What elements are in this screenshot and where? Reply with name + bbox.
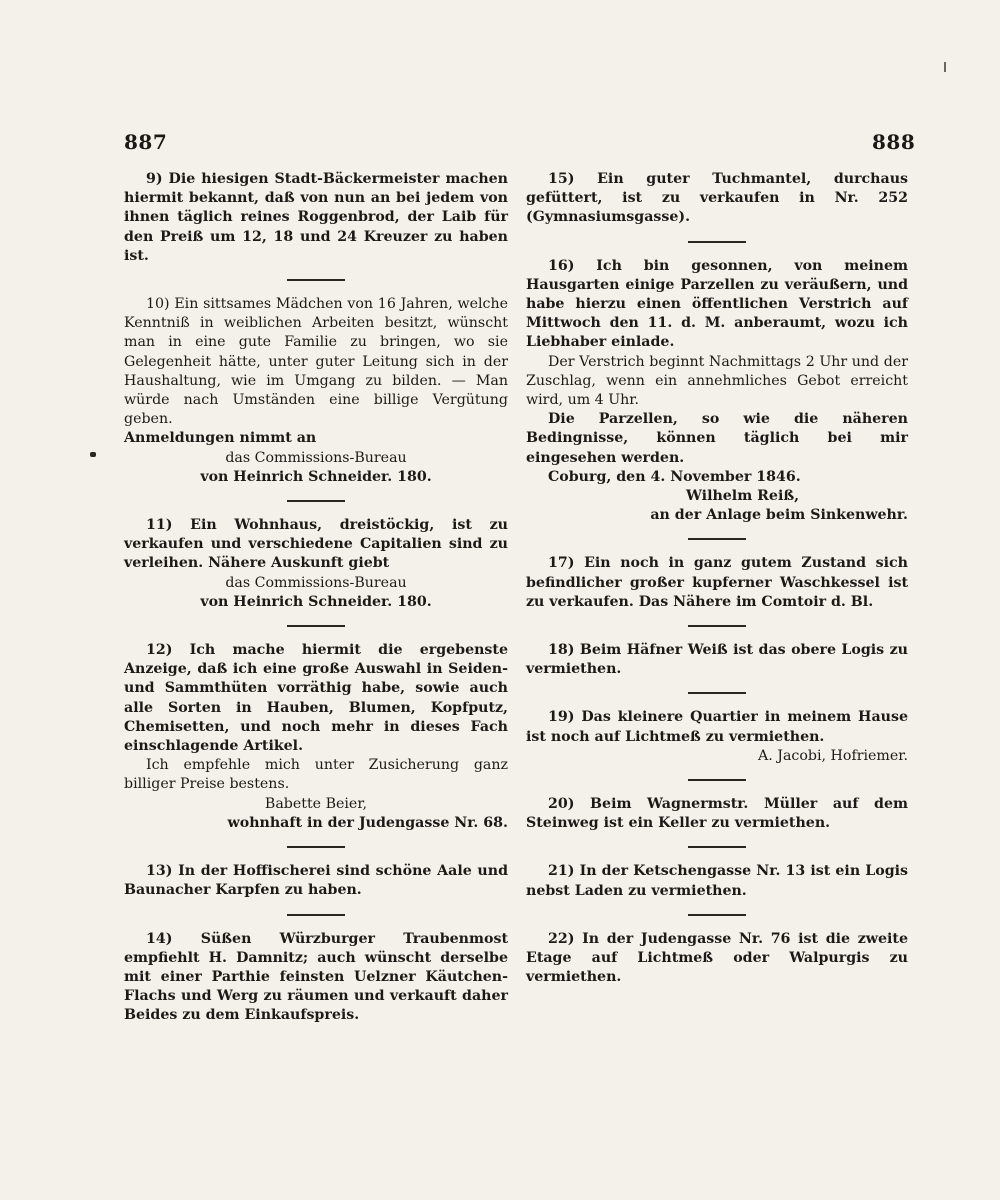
ad-text: 16) Ich bin gesonnen, von meinem Hausgarten einige Parzellen zu veräußern, und habe hierzu einen öffentlichen Verstrich auf Mittwoch den 11. d. M. anberaumt, wozu ich Liebhaber einlade. xyxy=(526,257,908,351)
advertisement-13 xyxy=(124,862,508,900)
ad-text: 12) Ich mache hiermit die ergebenste Anzeige, daß ich eine große Auswahl in Seiden- und Sammthüten vorräthig habe, sowie auch alle Sorten in Hauben, Blumen, Kopfputz, Chemisetten, und noch mehr in dieses Fach einschlagende Artikel. xyxy=(124,642,508,755)
right-column xyxy=(526,170,908,988)
ad-signature: Babette Beier, xyxy=(264,795,368,812)
ad-text: 18) Beim Häfner Weiß ist das obere Logis zu vermiethen. xyxy=(526,642,908,678)
advertisement-11 xyxy=(124,516,508,612)
ad-contact: das Commissions-Bureau xyxy=(225,449,407,466)
ad-text: 17) Ein noch in ganz gutem Zustand sich befindlicher großer kupferner Waschkessel ist zu verkaufen. Das Nähere im Comtoir d. Bl. xyxy=(526,555,908,610)
separator-rule xyxy=(688,241,746,243)
ad-text: 21) In der Ketschengasse Nr. 13 ist ein Logis nebst Laden zu vermiethen. xyxy=(526,863,908,899)
separator-rule xyxy=(287,846,345,848)
advertisement-18 xyxy=(526,641,908,679)
advertisement-17 xyxy=(526,554,908,612)
ad-text: 14) Süßen Würzburger Traubenmost empfiehlt H. Damnitz; auch wünscht derselbe mit einer Parthie feinsten Uelzner Käutchen-Flachs und Werg zu räumen und verkauft daher Beides zu dem Einkaufspreis. xyxy=(124,930,508,1024)
margin-mark xyxy=(944,62,946,72)
separator-rule xyxy=(287,914,345,916)
separator-rule xyxy=(287,625,345,627)
ad-text: Anmeldungen nimmt an xyxy=(124,430,317,447)
advertisement-19 xyxy=(526,708,908,766)
advertisement-15 xyxy=(526,170,908,228)
page-number-right: 888 xyxy=(872,130,916,154)
advertisement-12 xyxy=(124,641,508,833)
advertisement-14 xyxy=(124,930,508,1026)
ad-text: 15) Ein guter Tuchmantel, durchaus gefüttert, ist zu verkaufen in Nr. 252 (Gymnasiumsgasse). xyxy=(526,171,908,226)
ad-contact: das Commissions-Bureau xyxy=(225,574,407,591)
ad-contact: von Heinrich Schneider. 180. xyxy=(200,593,432,610)
ad-contact: von Heinrich Schneider. 180. xyxy=(200,468,432,485)
ad-signature: A. Jacobi, Hofriemer. xyxy=(758,747,908,764)
advertisement-22 xyxy=(526,930,908,988)
advertisement-21 xyxy=(526,862,908,900)
ad-text: 19) Das kleinere Quartier in meinem Hause ist noch auf Lichtmeß zu vermiethen. xyxy=(526,709,908,745)
ad-text: 13) In der Hoffischerei sind schöne Aale und Baunacher Karpfen zu haben. xyxy=(124,863,508,899)
ad-signature: Wilhelm Reiß, xyxy=(686,488,800,505)
ad-text: Die Parzellen, so wie die näheren Bedingnisse, können täglich bei mir eingesehen werden. xyxy=(526,411,908,466)
ad-text: 11) Ein Wohnhaus, dreistöckig, ist zu verkaufen und verschiedene Capitalien sind zu verleihen. Nähere Auskunft giebt xyxy=(124,517,508,572)
separator-rule xyxy=(688,846,746,848)
ad-text: 20) Beim Wagnermstr. Müller auf dem Steinweg ist ein Keller zu vermiethen. xyxy=(526,796,908,832)
ad-text: 22) In der Judengasse Nr. 76 ist die zweite Etage auf Lichtmeß oder Walpurgis zu vermiethen. xyxy=(526,930,908,986)
advertisement-20 xyxy=(526,795,908,833)
ad-text: 10) Ein sittsames Mädchen von 16 Jahren, welche Kenntniß in weiblichen Arbeiten besitzt, wünscht man in eine gute Familie zu bringen, wo sie Gelegenheit hätte, unter guter Leitung sich in der Haushaltung, wie im Umgang zu bilden. — Man würde nach Umständen eine billige Vergütung geben. xyxy=(124,296,508,428)
ad-address: an der Anlage beim Sinkenwehr. xyxy=(650,507,908,524)
ad-dateline: Coburg, den 4. November 1846. xyxy=(548,468,801,485)
separator-rule xyxy=(688,779,746,781)
separator-rule xyxy=(688,625,746,627)
separator-rule xyxy=(688,538,746,540)
advertisement-10 xyxy=(124,295,508,487)
ad-text: 9) Die hiesigen Stadt-Bäckermeister machen hiermit bekannt, daß von nun an bei jedem von ihnen täglich reines Roggenbrod, der Laib für den Preiß um 12, 18 und 24 Kreuzer zu haben ist. xyxy=(124,171,508,264)
separator-rule xyxy=(688,692,746,694)
separator-rule xyxy=(688,914,746,916)
ad-text: Der Verstrich beginnt Nachmittags 2 Uhr und der Zuschlag, wenn ein annehmliches Gebot erreicht wird, um 4 Uhr. xyxy=(526,353,908,409)
advertisement-9 xyxy=(124,170,508,266)
separator-rule xyxy=(287,500,345,502)
separator-rule xyxy=(287,279,345,281)
left-column xyxy=(124,170,508,1026)
page-number-left: 887 xyxy=(124,130,168,154)
advertisement-16 xyxy=(526,257,908,526)
ad-text: Ich empfehle mich unter Zusicherung ganz billiger Preise bestens. xyxy=(124,757,508,793)
ad-address: wohnhaft in der Judengasse Nr. 68. xyxy=(227,814,508,831)
ink-speck xyxy=(90,452,96,457)
